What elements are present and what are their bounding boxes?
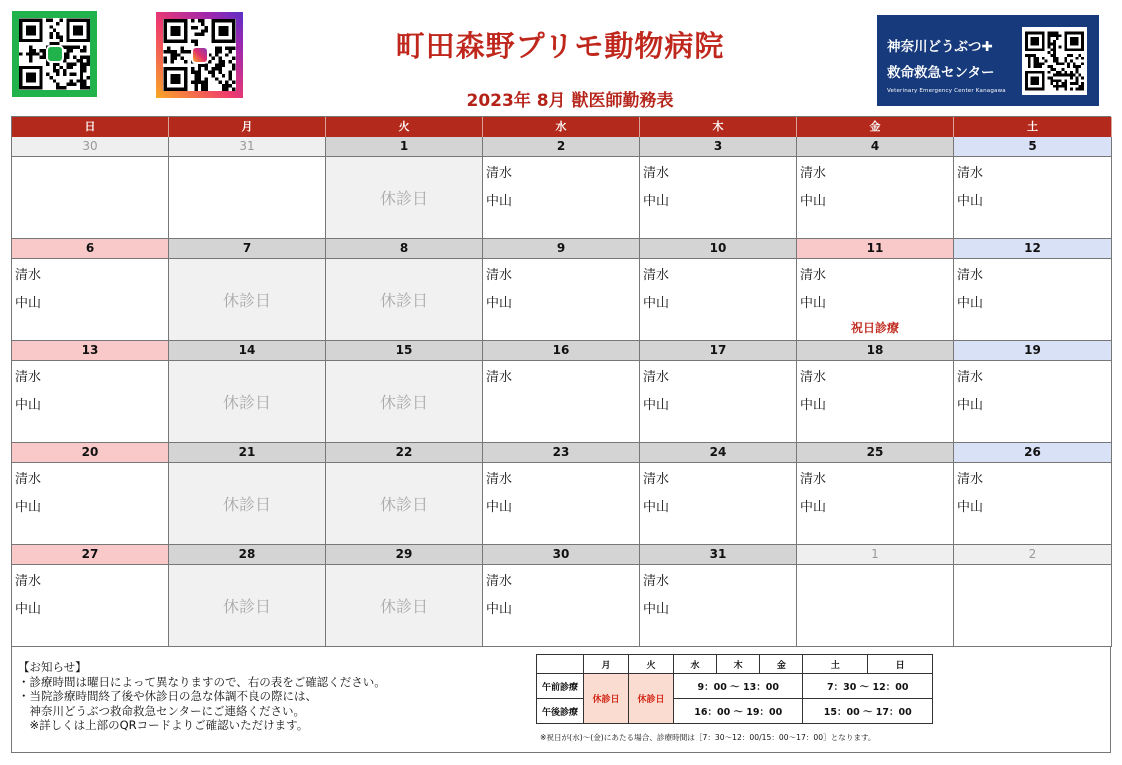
closed-day-label: 休診日 (222, 495, 271, 514)
weekday-am-hours: 9：00 ～ 13：00 (674, 674, 803, 699)
closed-day-label: 休診日 (379, 597, 428, 616)
vet-name: 清水 (643, 574, 670, 589)
week-date-row (12, 341, 1111, 361)
day-cell (640, 565, 797, 647)
day-number: 24 (640, 443, 797, 463)
week-schedule-row (12, 565, 1111, 647)
day-cell (169, 361, 326, 443)
hours-head-wed: 水 (674, 655, 717, 674)
closed-day-label: 休診日 (222, 597, 271, 616)
notice-line-4: ※詳しくは上部のQRコードよりご確認いただけます。 (18, 718, 309, 732)
vet-name: 中山 (643, 194, 670, 209)
week-date-row (12, 545, 1111, 565)
day-number: 26 (954, 443, 1112, 463)
schedule-subtitle: 2023年 8月 獣医師勤務表 (466, 91, 674, 111)
day-cell (797, 259, 954, 341)
day-number: 25 (797, 443, 954, 463)
vet-name: 中山 (800, 500, 827, 515)
vet-name: 清水 (800, 268, 827, 283)
day-number: 3 (640, 137, 797, 157)
day-number: 11 (797, 239, 954, 259)
day-number: 6 (12, 239, 169, 259)
day-cell (12, 361, 169, 443)
hours-header-row (537, 655, 933, 674)
day-cell (12, 259, 169, 341)
vet-name: 清水 (800, 472, 827, 487)
day-number: 23 (483, 443, 640, 463)
vet-name: 清水 (957, 370, 984, 385)
day-number: 21 (169, 443, 326, 463)
closed-day-label: 休診日 (379, 291, 428, 310)
day-cell (12, 463, 169, 545)
day-number: 22 (326, 443, 483, 463)
weekend-pm-hours: 15：00 ～ 17：00 (803, 699, 933, 724)
day-cell (954, 259, 1112, 341)
calendar-weeks (12, 137, 1111, 647)
vet-name: 中山 (643, 398, 670, 413)
notice-line-3: 神奈川どうぶつ救命救急センターにご連絡ください。 (18, 703, 306, 718)
day-cell (797, 463, 954, 545)
day-cell (326, 565, 483, 647)
day-cell (326, 463, 483, 545)
hours-head-sun: 日 (868, 655, 933, 674)
day-cell (326, 361, 483, 443)
instagram-icon (191, 46, 209, 64)
mon-closed: 休診日 (584, 674, 629, 724)
day-number: 31 (169, 137, 326, 157)
day-number: 16 (483, 341, 640, 361)
day-number: 12 (954, 239, 1112, 259)
day-cell (169, 463, 326, 545)
day-cell (483, 463, 640, 545)
day-cell (169, 259, 326, 341)
vet-name: 中山 (643, 602, 670, 617)
vet-name: 中山 (486, 602, 513, 617)
day-cell (326, 259, 483, 341)
vet-name: 清水 (643, 370, 670, 385)
weekday-thu: 木 (640, 117, 797, 137)
vet-name: 清水 (800, 370, 827, 385)
day-number: 9 (483, 239, 640, 259)
day-cell (640, 463, 797, 545)
day-cell (954, 463, 1112, 545)
vet-name: 中山 (486, 500, 513, 515)
day-cell (483, 361, 640, 443)
closed-day-label: 休診日 (222, 291, 271, 310)
vet-name: 中山 (486, 296, 513, 311)
day-cell (797, 361, 954, 443)
day-cell (169, 565, 326, 647)
day-number: 2 (954, 545, 1112, 565)
vet-name: 中山 (15, 296, 42, 311)
day-number: 31 (640, 545, 797, 565)
day-cell (483, 157, 640, 239)
day-number: 30 (12, 137, 169, 157)
vet-name: 清水 (486, 370, 513, 385)
vet-name: 中山 (15, 602, 42, 617)
vet-name: 清水 (486, 574, 513, 589)
day-cell (326, 157, 483, 239)
weekday-mon: 月 (169, 117, 326, 137)
day-cell (12, 157, 169, 239)
vet-name: 中山 (957, 398, 984, 413)
vet-name: 清水 (15, 574, 42, 589)
notice-text (18, 660, 386, 733)
day-cell (954, 565, 1112, 647)
day-number: 1 (797, 545, 954, 565)
am-label: 午前診療 (537, 674, 584, 699)
vet-name: 清水 (486, 166, 513, 181)
line-qr-code[interactable] (12, 11, 97, 97)
consultation-hours-table (536, 654, 933, 724)
instagram-qr-code[interactable] (156, 12, 243, 98)
vet-name: 中山 (486, 194, 513, 209)
hours-am-row (537, 674, 933, 699)
vet-name: 中山 (957, 500, 984, 515)
day-cell (954, 361, 1112, 443)
vet-name: 中山 (643, 296, 670, 311)
weekday-tue: 火 (326, 117, 483, 137)
week-schedule-row (12, 463, 1111, 545)
vet-name: 中山 (643, 500, 670, 515)
vet-name: 中山 (957, 194, 984, 209)
hours-head-sat: 土 (803, 655, 868, 674)
emergency-center-name-line1: 神奈川どうぶつ✚ (887, 39, 993, 55)
emergency-center-name-line2: 救命救急センター (887, 65, 995, 81)
day-number: 14 (169, 341, 326, 361)
emergency-center-banner[interactable] (877, 15, 1099, 106)
holiday-consultation-note: 祝日診療 (850, 321, 899, 335)
vet-name: 清水 (957, 472, 984, 487)
day-cell (640, 259, 797, 341)
vet-name: 清水 (15, 370, 42, 385)
vet-name: 清水 (957, 166, 984, 181)
emergency-center-qr-code[interactable] (1022, 27, 1087, 95)
day-number: 30 (483, 545, 640, 565)
hours-corner (537, 655, 584, 674)
emergency-center-english: Veterinary Emergency Center Kanagawa (887, 88, 1006, 94)
vet-name: 中山 (957, 296, 984, 311)
day-number: 13 (12, 341, 169, 361)
day-number: 8 (326, 239, 483, 259)
weekday-pm-hours: 16：00 ～ 19：00 (674, 699, 803, 724)
week-schedule-row (12, 259, 1111, 341)
weekday-sun: 日 (12, 117, 169, 137)
instagram-qr-pattern (163, 19, 236, 91)
day-cell (797, 565, 954, 647)
holiday-hours-note: ※祝日が(水)～(金)にあたる場合、診療時間は［7：30～12：00/15：00～17：00］となります。 (540, 733, 876, 742)
vet-name: 中山 (15, 500, 42, 515)
pm-label: 午後診療 (537, 699, 584, 724)
day-number: 20 (12, 443, 169, 463)
hours-head-fri: 金 (760, 655, 803, 674)
hospital-title: 町田森野プリモ動物病院 (395, 29, 725, 63)
week-date-row (12, 239, 1111, 259)
vet-name: 清水 (15, 268, 42, 283)
weekday-wed: 水 (483, 117, 640, 137)
day-number: 2 (483, 137, 640, 157)
closed-day-label: 休診日 (379, 495, 428, 514)
closed-day-label: 休診日 (222, 393, 271, 412)
day-cell (640, 157, 797, 239)
vet-name: 清水 (643, 166, 670, 181)
day-cell (954, 157, 1112, 239)
weekend-am-hours: 7：30 ～ 12：00 (803, 674, 933, 699)
vet-name: 中山 (800, 398, 827, 413)
weekday-sat: 土 (954, 117, 1112, 137)
notice-heading: 【お知らせ】 (18, 660, 87, 674)
line-qr-pattern (19, 18, 90, 90)
week-date-row (12, 443, 1111, 463)
day-number: 27 (12, 545, 169, 565)
vet-name: 清水 (800, 166, 827, 181)
day-number: 10 (640, 239, 797, 259)
vet-name: 中山 (800, 194, 827, 209)
day-cell (12, 565, 169, 647)
weekday-fri: 金 (797, 117, 954, 137)
day-number: 17 (640, 341, 797, 361)
vet-name: 清水 (15, 472, 42, 487)
tue-closed: 休診日 (629, 674, 674, 724)
vet-name: 中山 (800, 296, 827, 311)
day-number: 5 (954, 137, 1112, 157)
monthly-calendar (11, 116, 1111, 647)
closed-day-label: 休診日 (379, 189, 428, 208)
day-number: 19 (954, 341, 1112, 361)
vet-name: 中山 (15, 398, 42, 413)
day-number: 29 (326, 545, 483, 565)
day-number: 1 (326, 137, 483, 157)
weekday-header-row (12, 117, 1111, 137)
day-number: 4 (797, 137, 954, 157)
hours-head-tue: 火 (629, 655, 674, 674)
day-cell (483, 565, 640, 647)
day-cell (169, 157, 326, 239)
vet-name: 清水 (643, 268, 670, 283)
day-cell (483, 259, 640, 341)
day-number: 7 (169, 239, 326, 259)
hours-head-mon: 月 (584, 655, 629, 674)
week-schedule-row (12, 361, 1111, 443)
day-number: 18 (797, 341, 954, 361)
vet-name: 清水 (957, 268, 984, 283)
week-date-row (12, 137, 1111, 157)
vet-name: 清水 (486, 268, 513, 283)
vet-name: 清水 (486, 472, 513, 487)
week-schedule-row (12, 157, 1111, 239)
hours-head-thu: 木 (717, 655, 760, 674)
vet-name: 清水 (643, 472, 670, 487)
notice-line-1: ・診療時間は曜日によって異なりますので、右の表をご確認ください。 (18, 674, 386, 689)
day-cell (797, 157, 954, 239)
closed-day-label: 休診日 (379, 393, 428, 412)
notice-line-2: ・当院診療時間終了後や休診日の急な体調不良の際には、 (18, 689, 317, 703)
line-icon (46, 45, 64, 63)
day-cell (640, 361, 797, 443)
day-number: 15 (326, 341, 483, 361)
day-number: 28 (169, 545, 326, 565)
